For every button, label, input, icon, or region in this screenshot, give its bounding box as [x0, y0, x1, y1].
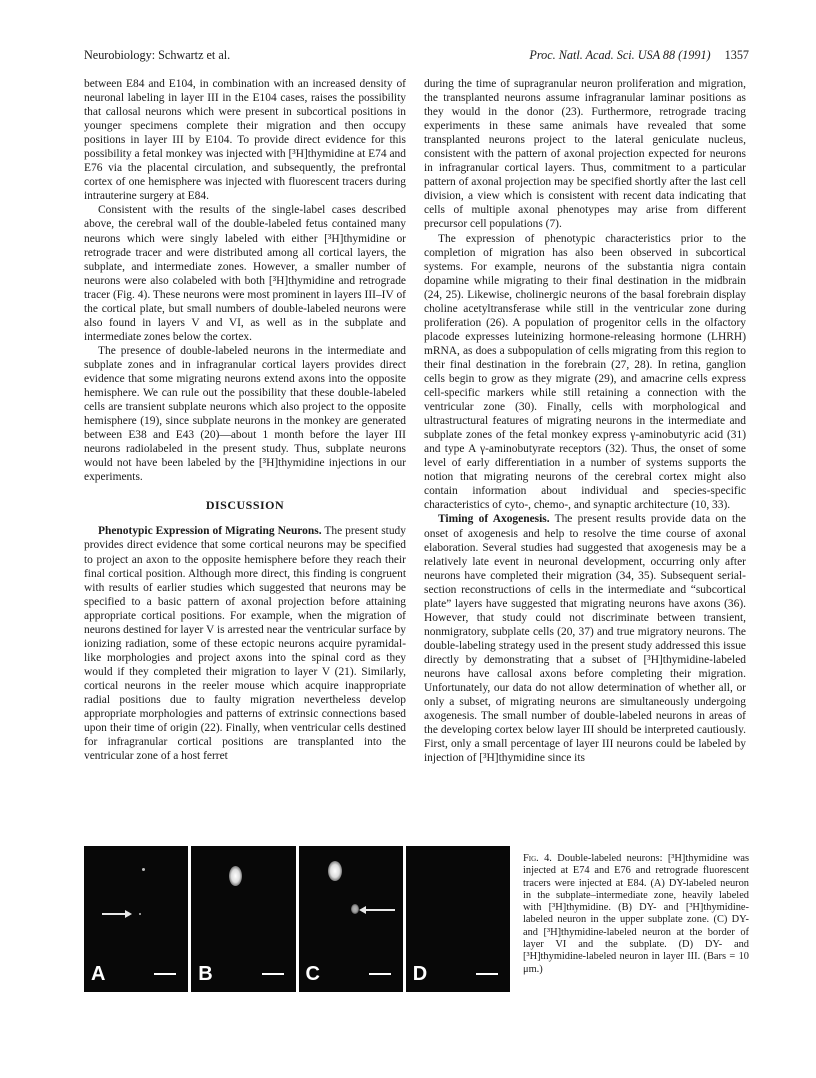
header-journal-section: Neurobiology: Schwartz et al. — [84, 48, 231, 62]
label-speck — [142, 868, 145, 871]
paragraph: during the time of supragranular neuron proliferation and migration, the transplanted neurons assume infragranular laminar positions as they would in the donor (23). Furthermore, retrograde tracing experiments in these same animals have revealed that some transplanted neurons project to the lateral geniculate nucleus, consistent with the pattern of axonal projection expected for neurons in infragranular cortical layers. Thus, commitment to a particular pattern of axonal projection may be specified shortly after the last cell division, a view which is consistent with recent data indicating that cells of multiple axonal phenotypes may arise from different precursor cell populations (7). — [424, 78, 746, 231]
panel-label: C — [305, 963, 320, 985]
scale-bar — [154, 973, 176, 975]
paragraph-run-in-heading: Phenotypic Expression of Migrating Neurons. — [98, 525, 322, 538]
figure-panel-d — [406, 846, 510, 992]
header-journal-citation: Proc. Natl. Acad. Sci. USA 88 (1991) — [529, 48, 711, 62]
caption-label: Fig. 4. — [523, 853, 552, 864]
scale-bar — [262, 973, 284, 975]
running-header — [84, 48, 749, 64]
panel-label: A — [91, 963, 106, 985]
paragraph: between E84 and E104, in combination with an increased density of neuronal labeling in layer III in the E104 cases, raises the possibility that callosal neurons which were present in subcortical positions in younger specimens complete their migration and then occupy positions in layer III by E104. To provide direct evidence for this possibility a fetal monkey was injected with [³H]thymidine at E74 and E76 via the placental circulation, and subsequently, the prefrontal cortex of one hemisphere was injected with fluorescent tracers during intrauterine surgery at E84. — [84, 78, 406, 203]
figure-4 — [84, 846, 510, 992]
scale-bar — [476, 973, 498, 975]
figure-caption — [523, 853, 749, 976]
section-title: DISCUSSION — [205, 498, 285, 513]
labeled-neuron — [351, 904, 359, 914]
paragraph — [84, 524, 406, 763]
figure-panel-a — [84, 846, 188, 992]
paragraph: The expression of phenotypic characteristics prior to the completion of migration has also been observed in subcortical systems. For example, neurons of the substantia nigra contain dopamine while migrating to their final destination in the midbrain (24, 25). Likewise, cholinergic neurons of the basal forebrain display choline acetyltransferase while still in the ventricular zone during proliferation (26). A population of progenitor cells in the olfactory placode expresses luteinizing hormone-releasing hormone (LHRH) mRNA, as does a subpopulation of cells migrating from this region to their final destination in the forebrain (27, 28). In retina, ganglion cells begin to grow as they migrate (29), and amacrine cells express cell-specific markers while still retaining a connection with the ventricular zone (30). Finally, cells with morphological and ultrastructural features of migrating neurons in the intermediate and subplate zones of the fetal monkey express γ-aminobutyric acid (31) and type A γ-aminobutyrate receptors (32). Thus, the onset of some level of early differentiation in a number of systems supports the notion that migrating neurons of the cerebral cortex might also contain information about individual and species-specific characteristics of cyto-, chemo-, and synaptic architecture (10, 33). — [424, 232, 746, 512]
left-column — [84, 77, 406, 763]
figure-panel-b — [191, 846, 295, 992]
arrow-icon — [361, 909, 395, 911]
page-number: 1357 — [724, 48, 749, 62]
paragraph — [424, 512, 746, 765]
caption-text: Double-labeled neurons: [³H]thymidine was injected at E74 and E76 and retrograde fluorescent tracers were injected at E84. (A) DY-labeled neuron in the subplate–intermediate zone, heavily labeled with [³H]thymidine. (B) DY- and [³H]thymidine-labeled neuron in the upper subplate zone. (C) DY- and [³H]thymidine-labeled neuron at the border of layer VI and the subplate. (D) DY- and [³H]thymidine-labeled neuron in layer III. (Bars = 10 μm.) — [523, 853, 750, 975]
arrow-icon — [102, 913, 130, 915]
paragraph-text: The present results provide data on the onset of axogenesis and help to resolve the time course of axonal elaboration. Several studies had suggested that axogenesis may be a relatively late event in neuronal development, occurring only after neurons have completed their migration (34, 35). Subsequent serial-section reconstructions of cells in the intermediate and “subcortical plate” layers have suggested that migrating neurons have axons (36). However, that study could not discriminate between transient, nonmigratory, subplate cells (20, 37) and true migratory neurons. The double-labeling strategy used in the present study addressed this issue directly by demonstrating that a subset of [³H]thymidine-labeled neurons have callosal axons before completing their migration. Unfortunately, our data do not allow determination of whether all, or only a subset, of migrating neurons are simultaneously undergoing axogenesis. The small number of double-labeled neurons in areas of the developing cortex below layer III should be interpreted cautiously. First, only a small percentage of layer III neurons could be labeled by injection of [³H]thymidine since its — [424, 513, 746, 765]
scale-bar — [369, 973, 391, 975]
panel-label: D — [412, 963, 428, 985]
paragraph: Consistent with the results of the single-label cases described above, the cerebral wall of the double-labeled fetus contained many neurons which were singly labeled with either [³H]thymidine or retrograde tracer and were distributed among all cortical layers, the subplate, and intermediate zones. However, a smaller number of neurons were also colabeled with both [³H]thymidine and retrograde tracer (Fig. 4). These neurons were most prominent in layers III–IV of the cortical plate, but small numbers of double-labeled neurons were also found in layers V and VI, as well as in the subplate and intermediate zones below the cortex. — [84, 204, 406, 343]
figure-panel-c — [299, 846, 403, 992]
paragraph-text: The present study provides direct evidence that some cortical neurons may be specified to project an axon to the opposite hemisphere before they reach their final cortical position. Although more direct, this finding is congruent with results of earlier studies which suggested that neurons may be specified to a basic pattern of axonal projection before attaining appropriate cortical positions. For example, when the migration of neurons destined for layer V is arrested near the ventricular surface by ionizing radiation, some of these ectopic neurons acquire pyramidal-like morphologies and project axons into the spinal cord as they would if they completed their migration to layer V (21). Similarly, cortical neurons in the reeler mouse which acquire inappropriate radial positions due to faulty migration nevertheless develop appropriate morphologies and patterns of extrinsic connections based upon their time of origin (22). Finally, when ventricular cells destined for infragranular cortical positions are transplanted into the ventricular zone of a host ferret — [84, 525, 406, 763]
header-citation — [529, 48, 749, 63]
right-column — [424, 77, 746, 765]
labeled-neuron — [229, 866, 242, 886]
labeled-neuron — [328, 861, 342, 881]
panel-label: B — [198, 963, 213, 985]
label-speck — [139, 913, 141, 915]
paragraph-run-in-heading: Timing of Axogenesis. — [438, 513, 550, 526]
paragraph: The presence of double-labeled neurons in the intermediate and subplate zones and in infragranular cortical layers provides direct evidence that some migrating neurons extend axons into the opposite hemisphere. We can rule out the possibility that these double-labeled cells are transient subplate neurons which also project to the opposite hemisphere (19), since subplate neurons in the monkey are generated between E38 and E43 (20)—about 1 month before the layer III neurons radiolabeled in the present study. Thus, subplate neurons would not have been labeled by the [³H]thymidine injections in our experiments. — [84, 344, 406, 484]
